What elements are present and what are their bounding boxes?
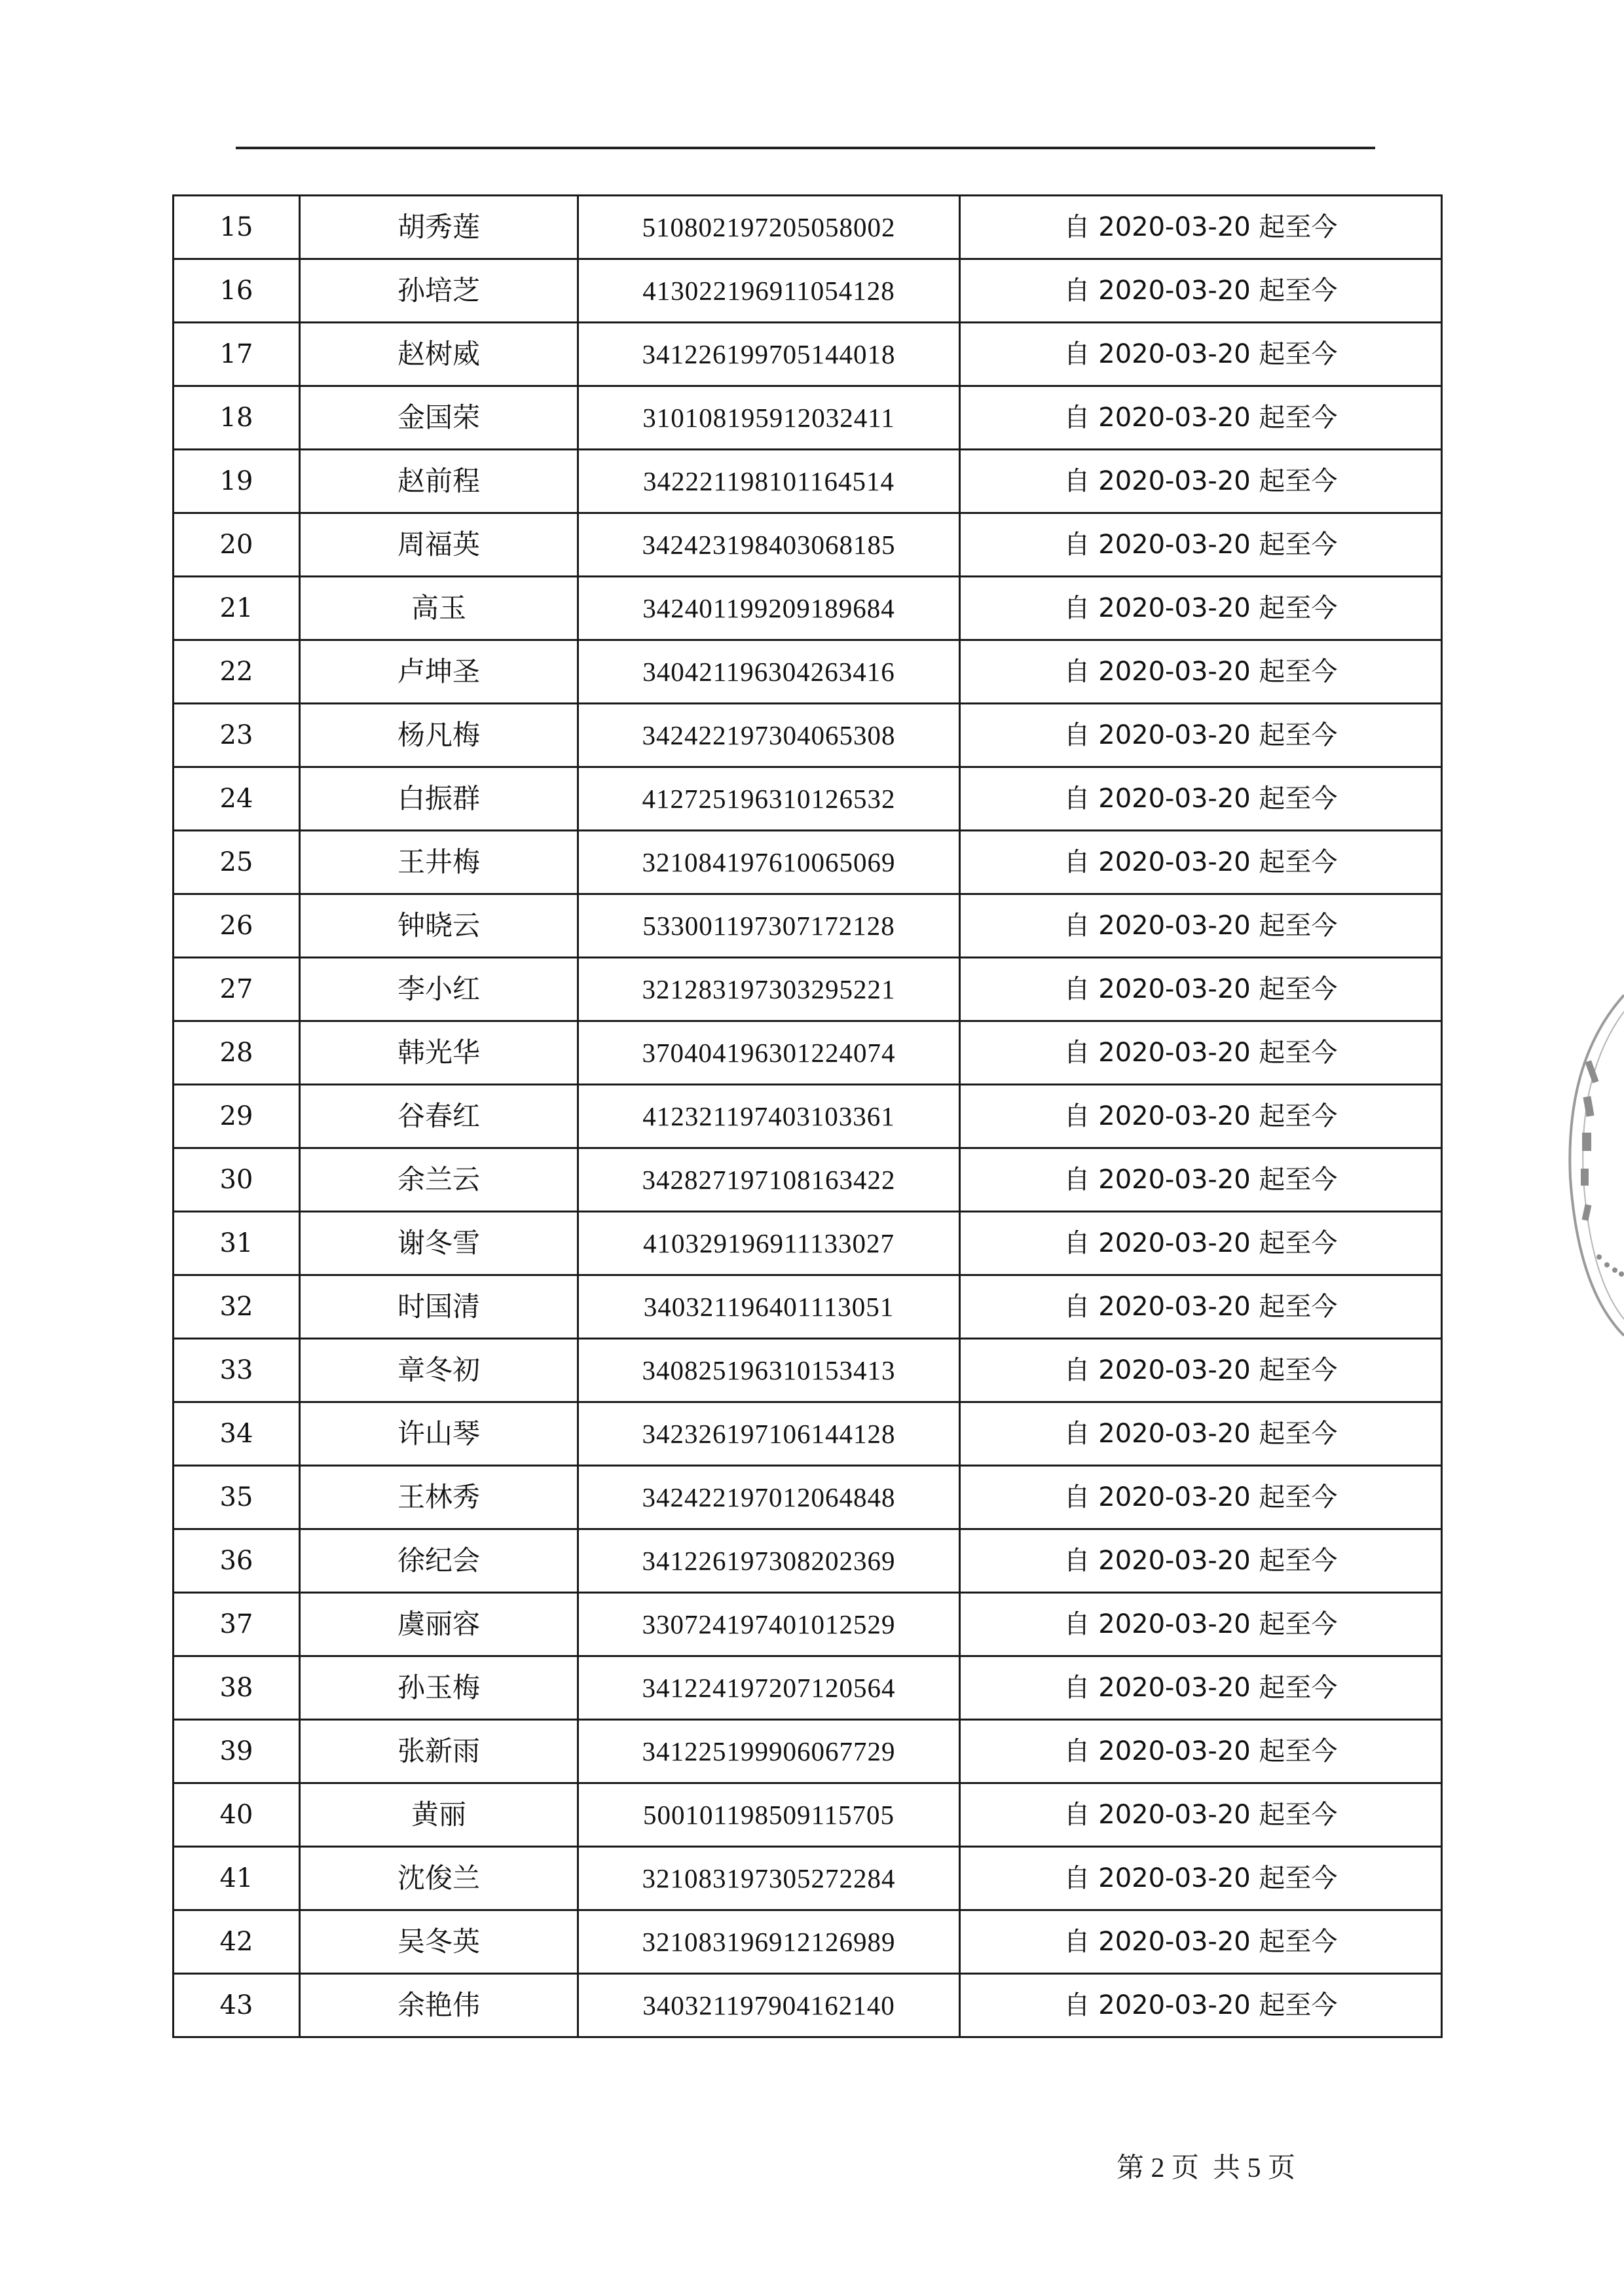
row-name: 孙培芝 bbox=[300, 259, 578, 323]
row-name: 赵树威 bbox=[300, 323, 578, 386]
row-name: 钟晓云 bbox=[300, 894, 578, 958]
table-row bbox=[174, 1339, 1442, 1402]
row-period: 自 2020-03-20 起至今 bbox=[960, 1402, 1442, 1466]
table-row bbox=[174, 831, 1442, 894]
table-row bbox=[174, 1466, 1442, 1529]
table-row bbox=[174, 513, 1442, 577]
row-index: 24 bbox=[174, 767, 300, 831]
row-period: 自 2020-03-20 起至今 bbox=[960, 513, 1442, 577]
row-id-number: 413022196911054128 bbox=[578, 259, 960, 323]
row-id-number: 342422197304065308 bbox=[578, 704, 960, 767]
row-index: 25 bbox=[174, 831, 300, 894]
row-period: 自 2020-03-20 起至今 bbox=[960, 1466, 1442, 1529]
row-index: 17 bbox=[174, 323, 300, 386]
row-index: 29 bbox=[174, 1085, 300, 1148]
row-name: 周福英 bbox=[300, 513, 578, 577]
row-period: 自 2020-03-20 起至今 bbox=[960, 1529, 1442, 1593]
row-index: 43 bbox=[174, 1974, 300, 2037]
row-index: 19 bbox=[174, 450, 300, 513]
row-id-number: 321083197305272284 bbox=[578, 1847, 960, 1910]
row-period: 自 2020-03-20 起至今 bbox=[960, 323, 1442, 386]
table-row bbox=[174, 323, 1442, 386]
seal-stamp-marks bbox=[1581, 1060, 1624, 1277]
table-row bbox=[174, 577, 1442, 640]
table-row bbox=[174, 386, 1442, 450]
row-name: 杨凡梅 bbox=[300, 704, 578, 767]
row-id-number: 341224197207120564 bbox=[578, 1656, 960, 1720]
row-name: 李小红 bbox=[300, 958, 578, 1021]
row-index: 34 bbox=[174, 1402, 300, 1466]
row-index: 26 bbox=[174, 894, 300, 958]
row-index: 38 bbox=[174, 1656, 300, 1720]
table-row bbox=[174, 767, 1442, 831]
row-index: 36 bbox=[174, 1529, 300, 1593]
row-id-number: 310108195912032411 bbox=[578, 386, 960, 450]
row-period: 自 2020-03-20 起至今 bbox=[960, 1275, 1442, 1339]
table-row bbox=[174, 640, 1442, 704]
roster-table bbox=[172, 194, 1443, 2038]
row-period: 自 2020-03-20 起至今 bbox=[960, 1974, 1442, 2037]
row-id-number: 340421196304263416 bbox=[578, 640, 960, 704]
page-total: 共 5 页 bbox=[1213, 2153, 1296, 2183]
row-period: 自 2020-03-20 起至今 bbox=[960, 894, 1442, 958]
row-period: 自 2020-03-20 起至今 bbox=[960, 1720, 1442, 1783]
row-id-number: 321084197610065069 bbox=[578, 831, 960, 894]
table-row bbox=[174, 1085, 1442, 1148]
table-row bbox=[174, 259, 1442, 323]
table-row bbox=[174, 1910, 1442, 1974]
row-id-number: 510802197205058002 bbox=[578, 196, 960, 259]
row-period: 自 2020-03-20 起至今 bbox=[960, 1656, 1442, 1720]
row-name: 胡秀莲 bbox=[300, 196, 578, 259]
table-row bbox=[174, 1847, 1442, 1910]
row-period: 自 2020-03-20 起至今 bbox=[960, 767, 1442, 831]
row-name: 章冬初 bbox=[300, 1339, 578, 1402]
table-row bbox=[174, 1720, 1442, 1783]
row-id-number: 342423198403068185 bbox=[578, 513, 960, 577]
row-period: 自 2020-03-20 起至今 bbox=[960, 831, 1442, 894]
row-index: 31 bbox=[174, 1212, 300, 1275]
row-name: 沈俊兰 bbox=[300, 1847, 578, 1910]
row-name: 金国荣 bbox=[300, 386, 578, 450]
row-index: 33 bbox=[174, 1339, 300, 1402]
row-id-number: 412321197403103361 bbox=[578, 1085, 960, 1148]
row-name: 徐纪会 bbox=[300, 1529, 578, 1593]
row-index: 37 bbox=[174, 1593, 300, 1656]
row-period: 自 2020-03-20 起至今 bbox=[960, 1212, 1442, 1275]
row-index: 23 bbox=[174, 704, 300, 767]
row-index: 42 bbox=[174, 1910, 300, 1974]
row-name: 孙玉梅 bbox=[300, 1656, 578, 1720]
row-period: 自 2020-03-20 起至今 bbox=[960, 577, 1442, 640]
row-name: 黄丽 bbox=[300, 1783, 578, 1847]
row-period: 自 2020-03-20 起至今 bbox=[960, 640, 1442, 704]
row-id-number: 370404196301224074 bbox=[578, 1021, 960, 1085]
row-index: 27 bbox=[174, 958, 300, 1021]
row-index: 39 bbox=[174, 1720, 300, 1783]
row-period: 自 2020-03-20 起至今 bbox=[960, 196, 1442, 259]
row-period: 自 2020-03-20 起至今 bbox=[960, 1910, 1442, 1974]
row-id-number: 500101198509115705 bbox=[578, 1783, 960, 1847]
row-period: 自 2020-03-20 起至今 bbox=[960, 704, 1442, 767]
table-row bbox=[174, 704, 1442, 767]
table-row bbox=[174, 450, 1442, 513]
row-name: 谷春红 bbox=[300, 1085, 578, 1148]
row-index: 40 bbox=[174, 1783, 300, 1847]
table-row bbox=[174, 1974, 1442, 2037]
header-rule bbox=[236, 147, 1375, 149]
row-id-number: 341226199705144018 bbox=[578, 323, 960, 386]
roster-table-body bbox=[174, 196, 1442, 2037]
row-index: 41 bbox=[174, 1847, 300, 1910]
row-period: 自 2020-03-20 起至今 bbox=[960, 386, 1442, 450]
row-index: 20 bbox=[174, 513, 300, 577]
row-name: 卢坤圣 bbox=[300, 640, 578, 704]
row-index: 16 bbox=[174, 259, 300, 323]
table-row bbox=[174, 1402, 1442, 1466]
page-number: 第 2 页 bbox=[1116, 2153, 1200, 2183]
row-name: 吴冬英 bbox=[300, 1910, 578, 1974]
row-name: 虞丽容 bbox=[300, 1593, 578, 1656]
row-name: 许山琴 bbox=[300, 1402, 578, 1466]
row-id-number: 342827197108163422 bbox=[578, 1148, 960, 1212]
row-id-number: 342221198101164514 bbox=[578, 450, 960, 513]
row-name: 时国清 bbox=[300, 1275, 578, 1339]
table-row bbox=[174, 1656, 1442, 1720]
row-id-number: 341226197308202369 bbox=[578, 1529, 960, 1593]
row-id-number: 321283197303295221 bbox=[578, 958, 960, 1021]
seal-stamp-ring-outer bbox=[1570, 995, 1624, 1336]
row-period: 自 2020-03-20 起至今 bbox=[960, 1085, 1442, 1148]
row-index: 18 bbox=[174, 386, 300, 450]
row-name: 白振群 bbox=[300, 767, 578, 831]
row-period: 自 2020-03-20 起至今 bbox=[960, 1847, 1442, 1910]
row-name: 张新雨 bbox=[300, 1720, 578, 1783]
row-id-number: 410329196911133027 bbox=[578, 1212, 960, 1275]
table-row bbox=[174, 1148, 1442, 1212]
row-index: 21 bbox=[174, 577, 300, 640]
row-name: 王林秀 bbox=[300, 1466, 578, 1529]
row-name: 余兰云 bbox=[300, 1148, 578, 1212]
row-period: 自 2020-03-20 起至今 bbox=[960, 259, 1442, 323]
row-id-number: 342326197106144128 bbox=[578, 1402, 960, 1466]
row-period: 自 2020-03-20 起至今 bbox=[960, 450, 1442, 513]
row-id-number: 342422197012064848 bbox=[578, 1466, 960, 1529]
row-index: 35 bbox=[174, 1466, 300, 1529]
row-index: 22 bbox=[174, 640, 300, 704]
row-id-number: 340825196310153413 bbox=[578, 1339, 960, 1402]
row-period: 自 2020-03-20 起至今 bbox=[960, 1593, 1442, 1656]
row-id-number: 341225199906067729 bbox=[578, 1720, 960, 1783]
seal-stamp-fragment bbox=[1559, 982, 1624, 1349]
table-row bbox=[174, 958, 1442, 1021]
row-id-number: 340321196401113051 bbox=[578, 1275, 960, 1339]
row-index: 32 bbox=[174, 1275, 300, 1339]
row-name: 韩光华 bbox=[300, 1021, 578, 1085]
row-id-number: 533001197307172128 bbox=[578, 894, 960, 958]
row-id-number: 412725196310126532 bbox=[578, 767, 960, 831]
table-row bbox=[174, 1593, 1442, 1656]
row-id-number: 340321197904162140 bbox=[578, 1974, 960, 2037]
table-row bbox=[174, 1529, 1442, 1593]
row-period: 自 2020-03-20 起至今 bbox=[960, 1339, 1442, 1402]
row-period: 自 2020-03-20 起至今 bbox=[960, 1021, 1442, 1085]
table-row bbox=[174, 196, 1442, 259]
table-row bbox=[174, 1783, 1442, 1847]
page-footer bbox=[1116, 2146, 1295, 2185]
row-name: 余艳伟 bbox=[300, 1974, 578, 2037]
row-id-number: 330724197401012529 bbox=[578, 1593, 960, 1656]
seal-stamp-ring-inner bbox=[1583, 1011, 1624, 1319]
row-period: 自 2020-03-20 起至今 bbox=[960, 1783, 1442, 1847]
row-period: 自 2020-03-20 起至今 bbox=[960, 958, 1442, 1021]
row-name: 赵前程 bbox=[300, 450, 578, 513]
row-name: 高玉 bbox=[300, 577, 578, 640]
table-row bbox=[174, 1212, 1442, 1275]
table-row bbox=[174, 1275, 1442, 1339]
row-name: 王井梅 bbox=[300, 831, 578, 894]
row-period: 自 2020-03-20 起至今 bbox=[960, 1148, 1442, 1212]
table-row bbox=[174, 1021, 1442, 1085]
table-row bbox=[174, 894, 1442, 958]
row-index: 15 bbox=[174, 196, 300, 259]
row-id-number: 342401199209189684 bbox=[578, 577, 960, 640]
row-index: 28 bbox=[174, 1021, 300, 1085]
row-index: 30 bbox=[174, 1148, 300, 1212]
row-id-number: 321083196912126989 bbox=[578, 1910, 960, 1974]
row-name: 谢冬雪 bbox=[300, 1212, 578, 1275]
